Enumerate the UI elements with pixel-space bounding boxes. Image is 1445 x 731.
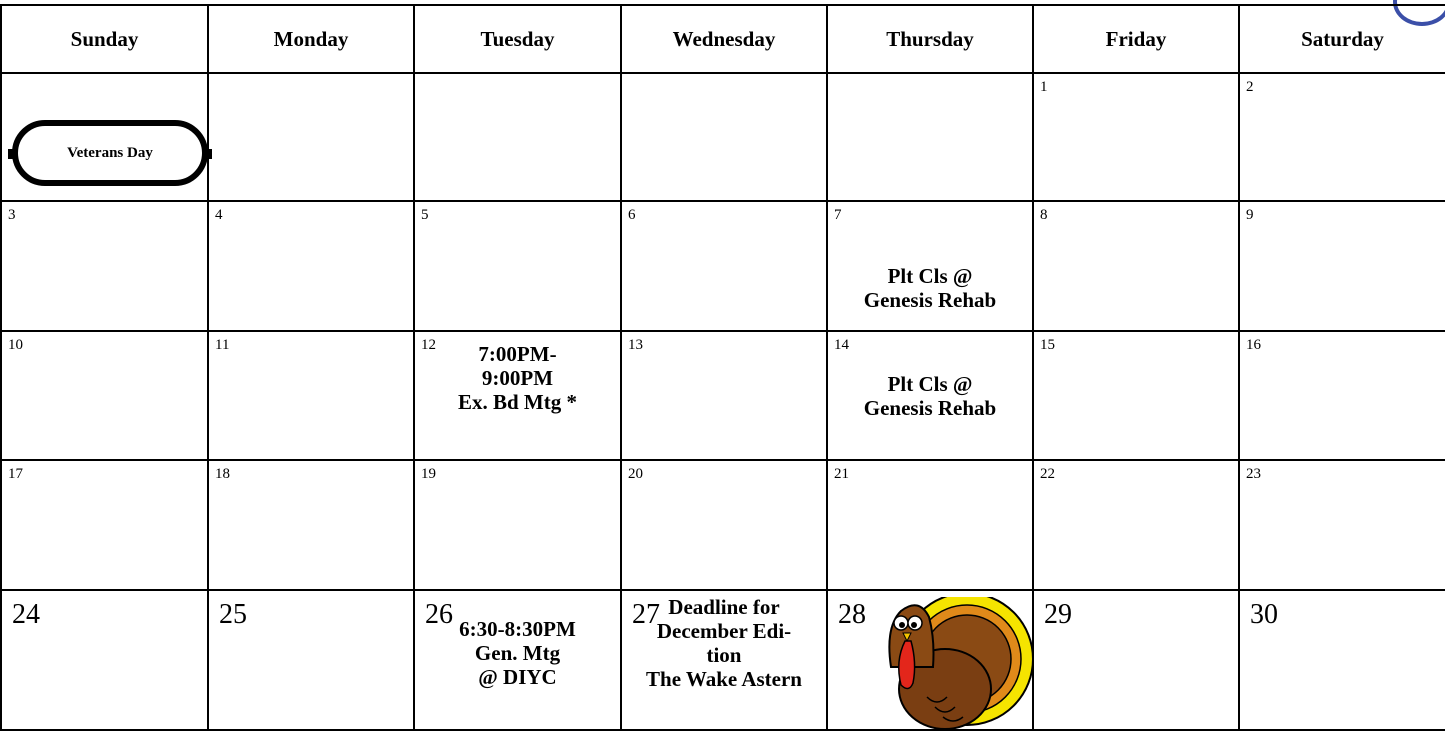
veterans-day-badge: Veterans Day <box>12 120 208 186</box>
day-number: 9 <box>1246 207 1254 223</box>
day-number: 19 <box>421 466 436 482</box>
day-cell-6 <box>621 201 827 331</box>
day-number: 12 <box>421 337 436 353</box>
event-plt-cls-7 <box>828 264 1032 312</box>
day-cell-19 <box>414 460 621 590</box>
event-line: Genesis Rehab <box>863 396 997 420</box>
day-number: 6 <box>628 207 636 223</box>
weekday-tuesday: Tuesday <box>414 5 621 73</box>
day-number: 5 <box>421 207 429 223</box>
event-line: Ex. Bd Mtg * <box>457 390 577 414</box>
day-cell-13 <box>621 331 827 460</box>
event-ex-bd-mtg <box>415 342 620 414</box>
day-number: 3 <box>8 207 16 223</box>
day-cell-empty <box>414 73 621 201</box>
day-cell-8 <box>1033 201 1239 331</box>
weekday-thursday: Thursday <box>827 5 1033 73</box>
day-number: 18 <box>215 466 230 482</box>
day-cell-17 <box>1 460 208 590</box>
day-cell-3 <box>1 201 208 331</box>
day-cell-15 <box>1033 331 1239 460</box>
day-cell-9 <box>1239 201 1445 331</box>
day-number: 2 <box>1246 79 1254 95</box>
day-number: 13 <box>628 337 643 353</box>
day-number: 24 <box>12 599 40 630</box>
day-number: 25 <box>219 599 247 630</box>
event-line: @ DIYC <box>478 665 557 689</box>
day-number: 28 <box>838 599 866 630</box>
day-cell-2 <box>1239 73 1445 201</box>
day-number: 29 <box>1044 599 1072 630</box>
event-gen-mtg <box>415 617 620 689</box>
day-cell-empty <box>621 73 827 201</box>
day-cell-16 <box>1239 331 1445 460</box>
week-row-1 <box>1 73 1445 201</box>
event-line: tion <box>706 643 742 667</box>
day-number: 27 <box>632 599 660 630</box>
day-cell-30 <box>1239 590 1445 730</box>
weekday-friday: Friday <box>1033 5 1239 73</box>
day-number: 30 <box>1250 599 1278 630</box>
week-row-2 <box>1 201 1445 331</box>
day-number: 26 <box>425 599 453 630</box>
event-deadline <box>622 595 826 691</box>
day-cell-5 <box>414 201 621 331</box>
day-number: 15 <box>1040 337 1055 353</box>
event-line: Gen. Mtg <box>474 641 561 665</box>
week-row-3 <box>1 331 1445 460</box>
week-row-5 <box>1 590 1445 730</box>
day-cell-26 <box>414 590 621 730</box>
calendar-grid <box>0 4 1445 731</box>
day-cell-empty <box>1 73 208 201</box>
event-line: The Wake Astern <box>646 667 802 691</box>
day-number: 4 <box>215 207 223 223</box>
day-cell-18 <box>208 460 414 590</box>
day-cell-22 <box>1033 460 1239 590</box>
day-cell-10 <box>1 331 208 460</box>
day-cell-empty <box>827 73 1033 201</box>
day-cell-7 <box>827 201 1033 331</box>
day-cell-empty <box>208 73 414 201</box>
event-line: 9:00PM <box>481 366 554 390</box>
day-cell-29 <box>1033 590 1239 730</box>
day-cell-21 <box>827 460 1033 590</box>
day-number: 22 <box>1040 466 1055 482</box>
day-number: 1 <box>1040 79 1048 95</box>
weekday-saturday: Saturday <box>1239 5 1445 73</box>
event-plt-cls-14 <box>828 372 1032 420</box>
day-number: 17 <box>8 466 23 482</box>
event-line: December Edi- <box>656 619 792 643</box>
day-cell-27 <box>621 590 827 730</box>
day-cell-12 <box>414 331 621 460</box>
event-line: 7:00PM- <box>478 342 557 366</box>
day-number: 8 <box>1040 207 1048 223</box>
week-row-4 <box>1 460 1445 590</box>
day-number: 23 <box>1246 466 1261 482</box>
weekday-monday: Monday <box>208 5 414 73</box>
event-line: Plt Cls @ <box>887 372 973 396</box>
event-line: Genesis Rehab <box>863 288 997 312</box>
day-cell-11 <box>208 331 414 460</box>
day-number: 10 <box>8 337 23 353</box>
day-number: 7 <box>834 207 842 223</box>
day-number: 21 <box>834 466 849 482</box>
weekday-sunday: Sunday <box>1 5 208 73</box>
event-line: Deadline for <box>668 595 780 619</box>
day-number: 16 <box>1246 337 1261 353</box>
weekday-wednesday: Wednesday <box>621 5 827 73</box>
day-number: 11 <box>215 337 230 353</box>
event-line: 6:30-8:30PM <box>459 617 576 641</box>
day-cell-25 <box>208 590 414 730</box>
day-cell-4 <box>208 201 414 331</box>
day-cell-20 <box>621 460 827 590</box>
day-cell-1 <box>1033 73 1239 201</box>
day-number: 14 <box>834 337 849 353</box>
day-cell-14 <box>827 331 1033 460</box>
weekday-header-row <box>1 5 1445 73</box>
event-line: Plt Cls @ <box>887 264 973 288</box>
day-cell-24 <box>1 590 208 730</box>
day-cell-23 <box>1239 460 1445 590</box>
turkey-icon <box>847 597 1047 729</box>
day-number: 20 <box>628 466 643 482</box>
